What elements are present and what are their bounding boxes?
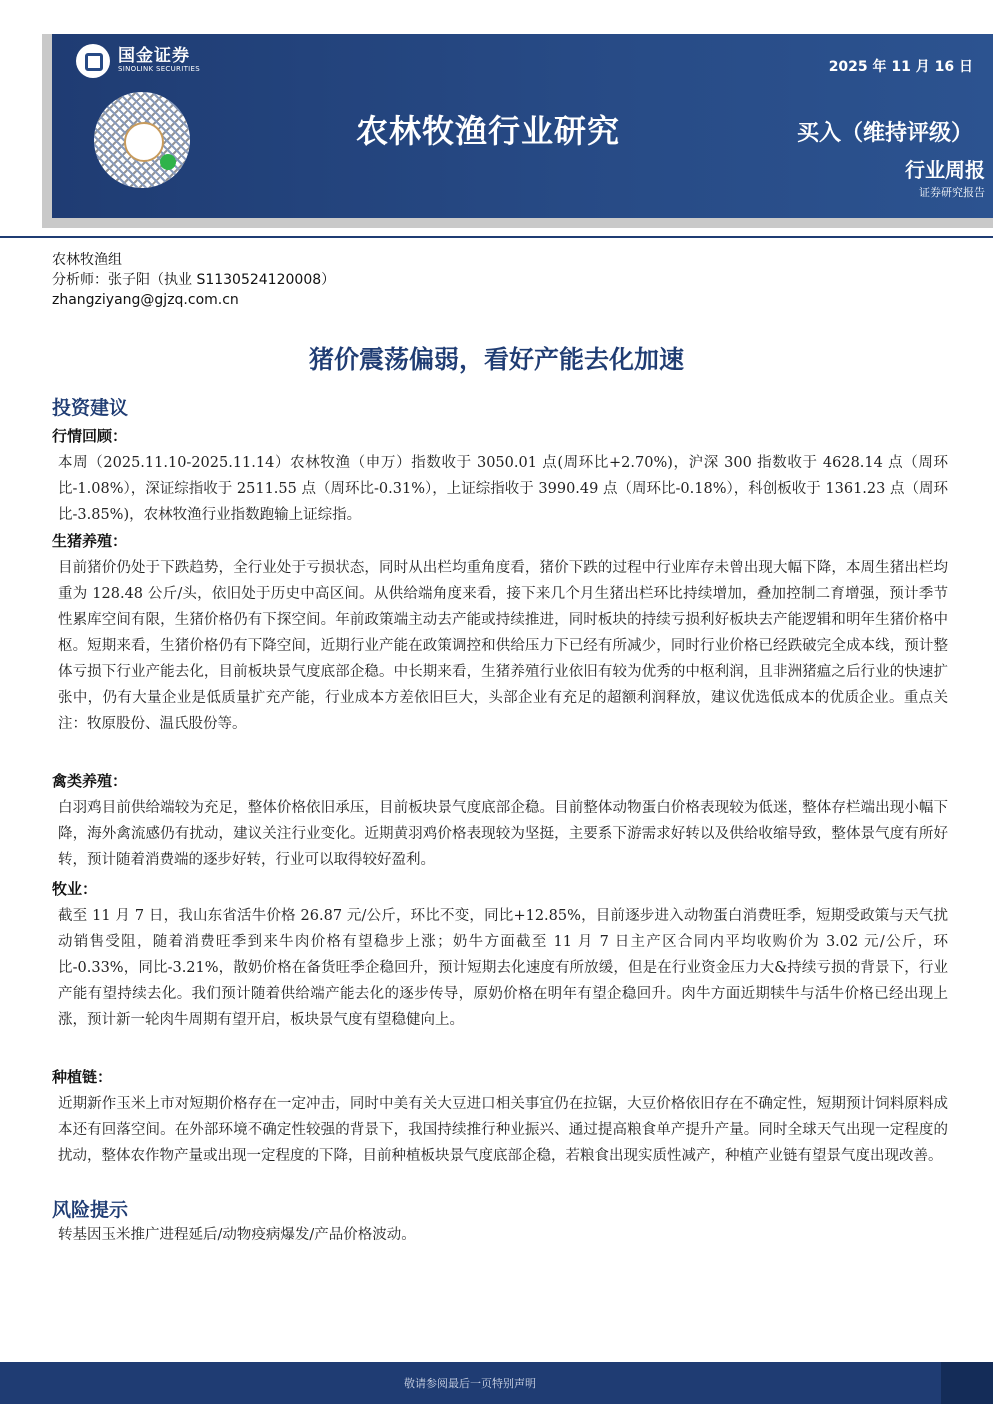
logo-mark-icon [76, 44, 110, 78]
rating-label: 买入（维持评级） [796, 121, 973, 146]
report-subtype: 证券研究报告 [919, 186, 985, 199]
poultry-heading: 禽类养殖： [52, 772, 128, 790]
report-category-title: 农林牧渔行业研究 [356, 112, 621, 150]
report-type: 行业周报 [905, 158, 985, 182]
footer-disclaimer: 敬请参阅最后一页特别声明 [404, 1377, 536, 1390]
livestock-heading: 牧业： [52, 880, 98, 898]
livestock-text: 截至 11 月 7 日，我山东省活牛价格 26.87 元/公斤，环比不变，同比+12.85%，目前逐步进入动物蛋白消费旺季，短期受政策与天气扰动销售受阻，随着消费旺季到来牛肉价格有望稳步上涨；奶牛方面截至 11 月 7 日主产区合同内平均收购价为 3.02 元/公斤，环比-0.33%，同比-3.21%，散奶价格在备货旺季企稳回升，预计短期去化速度有所放缓，但是在行业资金压力大&持续亏损的背景下，行业产能有望持续去化。我们预计随着供给端产能去化的逐步传导，原奶价格在明年有望企稳回升。肉牛方面近期犊牛与活牛价格已经出现上涨，预计新一轮肉牛周期有望开启，板块景气度有望稳健向上。 [58, 908, 948, 1028]
analyst-email[interactable]: zhangziyang@gjzq.com.cn [52, 292, 239, 308]
hog-section [52, 530, 948, 737]
research-group: 农林牧渔组 [52, 252, 122, 268]
logo-name-en: SINOLINK SECURITIES [118, 65, 200, 74]
investment-heading: 投资建议 [52, 397, 129, 419]
report-header [52, 34, 993, 218]
market-review-heading: 行情回顾： [52, 427, 128, 445]
report-title: 猪价震荡偏弱，看好产能去化加速 [308, 345, 684, 374]
risk-heading: 风险提示 [52, 1199, 129, 1221]
poultry-text: 白羽鸡目前供给端较为充足，整体价格依旧承压，目前板块景气度底部企稳。目前整体动物蛋白价格表现较为低迷，整体存栏端出现小幅下降，海外禽流感仍有扰动，建议关注行业变化。近期黄羽鸡价格表现较为坚挺，主要系下游需求好转以及供给收缩导致，整体景气度有所好转，预计随着消费端的逐步好转，行业可以取得较好盈利。 [58, 800, 948, 868]
author-info [52, 250, 335, 310]
analyst-name: 分析师：张子阳（执业 S1130524120008） [52, 272, 336, 288]
planting-section [52, 1066, 948, 1169]
risk-text: 转基因玉米推广进程延后/动物疫病爆发/产品价格波动。 [58, 1227, 416, 1243]
report-date: 2025 年 11 月 16 日 [828, 59, 973, 75]
logo-name-cn: 国金证券 [118, 46, 190, 67]
header-divider [0, 236, 993, 238]
market-review-text: 本周（2025.11.10-2025.11.14）农林牧渔（申万）指数收于 3050.01 点(周环比+2.70%)，沪深 300 指数收于 4628.14 点（周环比-1.08%），深证综指收于 2511.55 点（周环比-0.31%），上证综指收于 3990.49 点（周环比-0.18%），科创板收于 1361.23 点（周环比-3.85%)，农林牧渔行业指数跑输上证综指。 [58, 455, 948, 523]
planting-heading: 种植链： [52, 1068, 113, 1086]
mini-program-icon [160, 154, 176, 170]
company-logo [76, 44, 200, 78]
footer-accent [941, 1362, 993, 1404]
hog-heading: 生猪养殖： [52, 532, 128, 550]
livestock-section [52, 878, 948, 1033]
poultry-section [52, 770, 948, 873]
hog-text: 目前猪价仍处于下跌趋势，全行业处于亏损状态，同时从出栏均重角度看，猪价下跌的过程中行业库存未曾出现大幅下降，本周生猪出栏均重为 128.48 公斤/头，依旧处于历史中高区间。从供给端角度来看，接下来几个月生猪出栏环比持续增加，叠加控制二育增强，预计季节性累库空间有限，生猪价格仍有下探空间。年前政策端主动去产能或持续推进，同时板块的持续亏损利好板块去产能逻辑和明年生猪价格中枢。短期来看，生猪价格仍有下降空间，近期行业产能在政策调控和供给压力下已经有所减少，同时行业价格已经跌破完全成本线，预计整体亏损下行业产能去化，目前板块景气度底部企稳。中长期来看，生猪养殖行业依旧有较为优秀的中枢利润，且非洲猪瘟之后行业的快速扩张中，仍有大量企业是低质量扩充产能，行业成本方差依旧巨大，头部企业有充足的超额利润释放，建议优选低成本的优质企业。重点关注：牧原股份、温氏股份等。 [58, 560, 948, 732]
market-review-section [52, 425, 948, 528]
planting-text: 近期新作玉米上市对短期价格存在一定冲击，同时中美有关大豆进口相关事宜仍在拉锯，大豆价格依旧存在不确定性，短期预计饲料原料成本还有回落空间。在外部环境不确定性较强的背景下，我国持续推行种业振兴、通过提高粮食单产提升产量。同时全球天气出现一定程度的扰动，整体农作物产量或出现一定程度的下降，目前种植板块景气度底部企稳，若粮食出现实质性减产，种植产业链有望景气度出现改善。 [58, 1096, 948, 1164]
page-footer [0, 1362, 993, 1404]
risk-section [52, 1222, 948, 1248]
qr-code-icon [94, 92, 190, 188]
qr-center-logo-icon [124, 122, 164, 162]
